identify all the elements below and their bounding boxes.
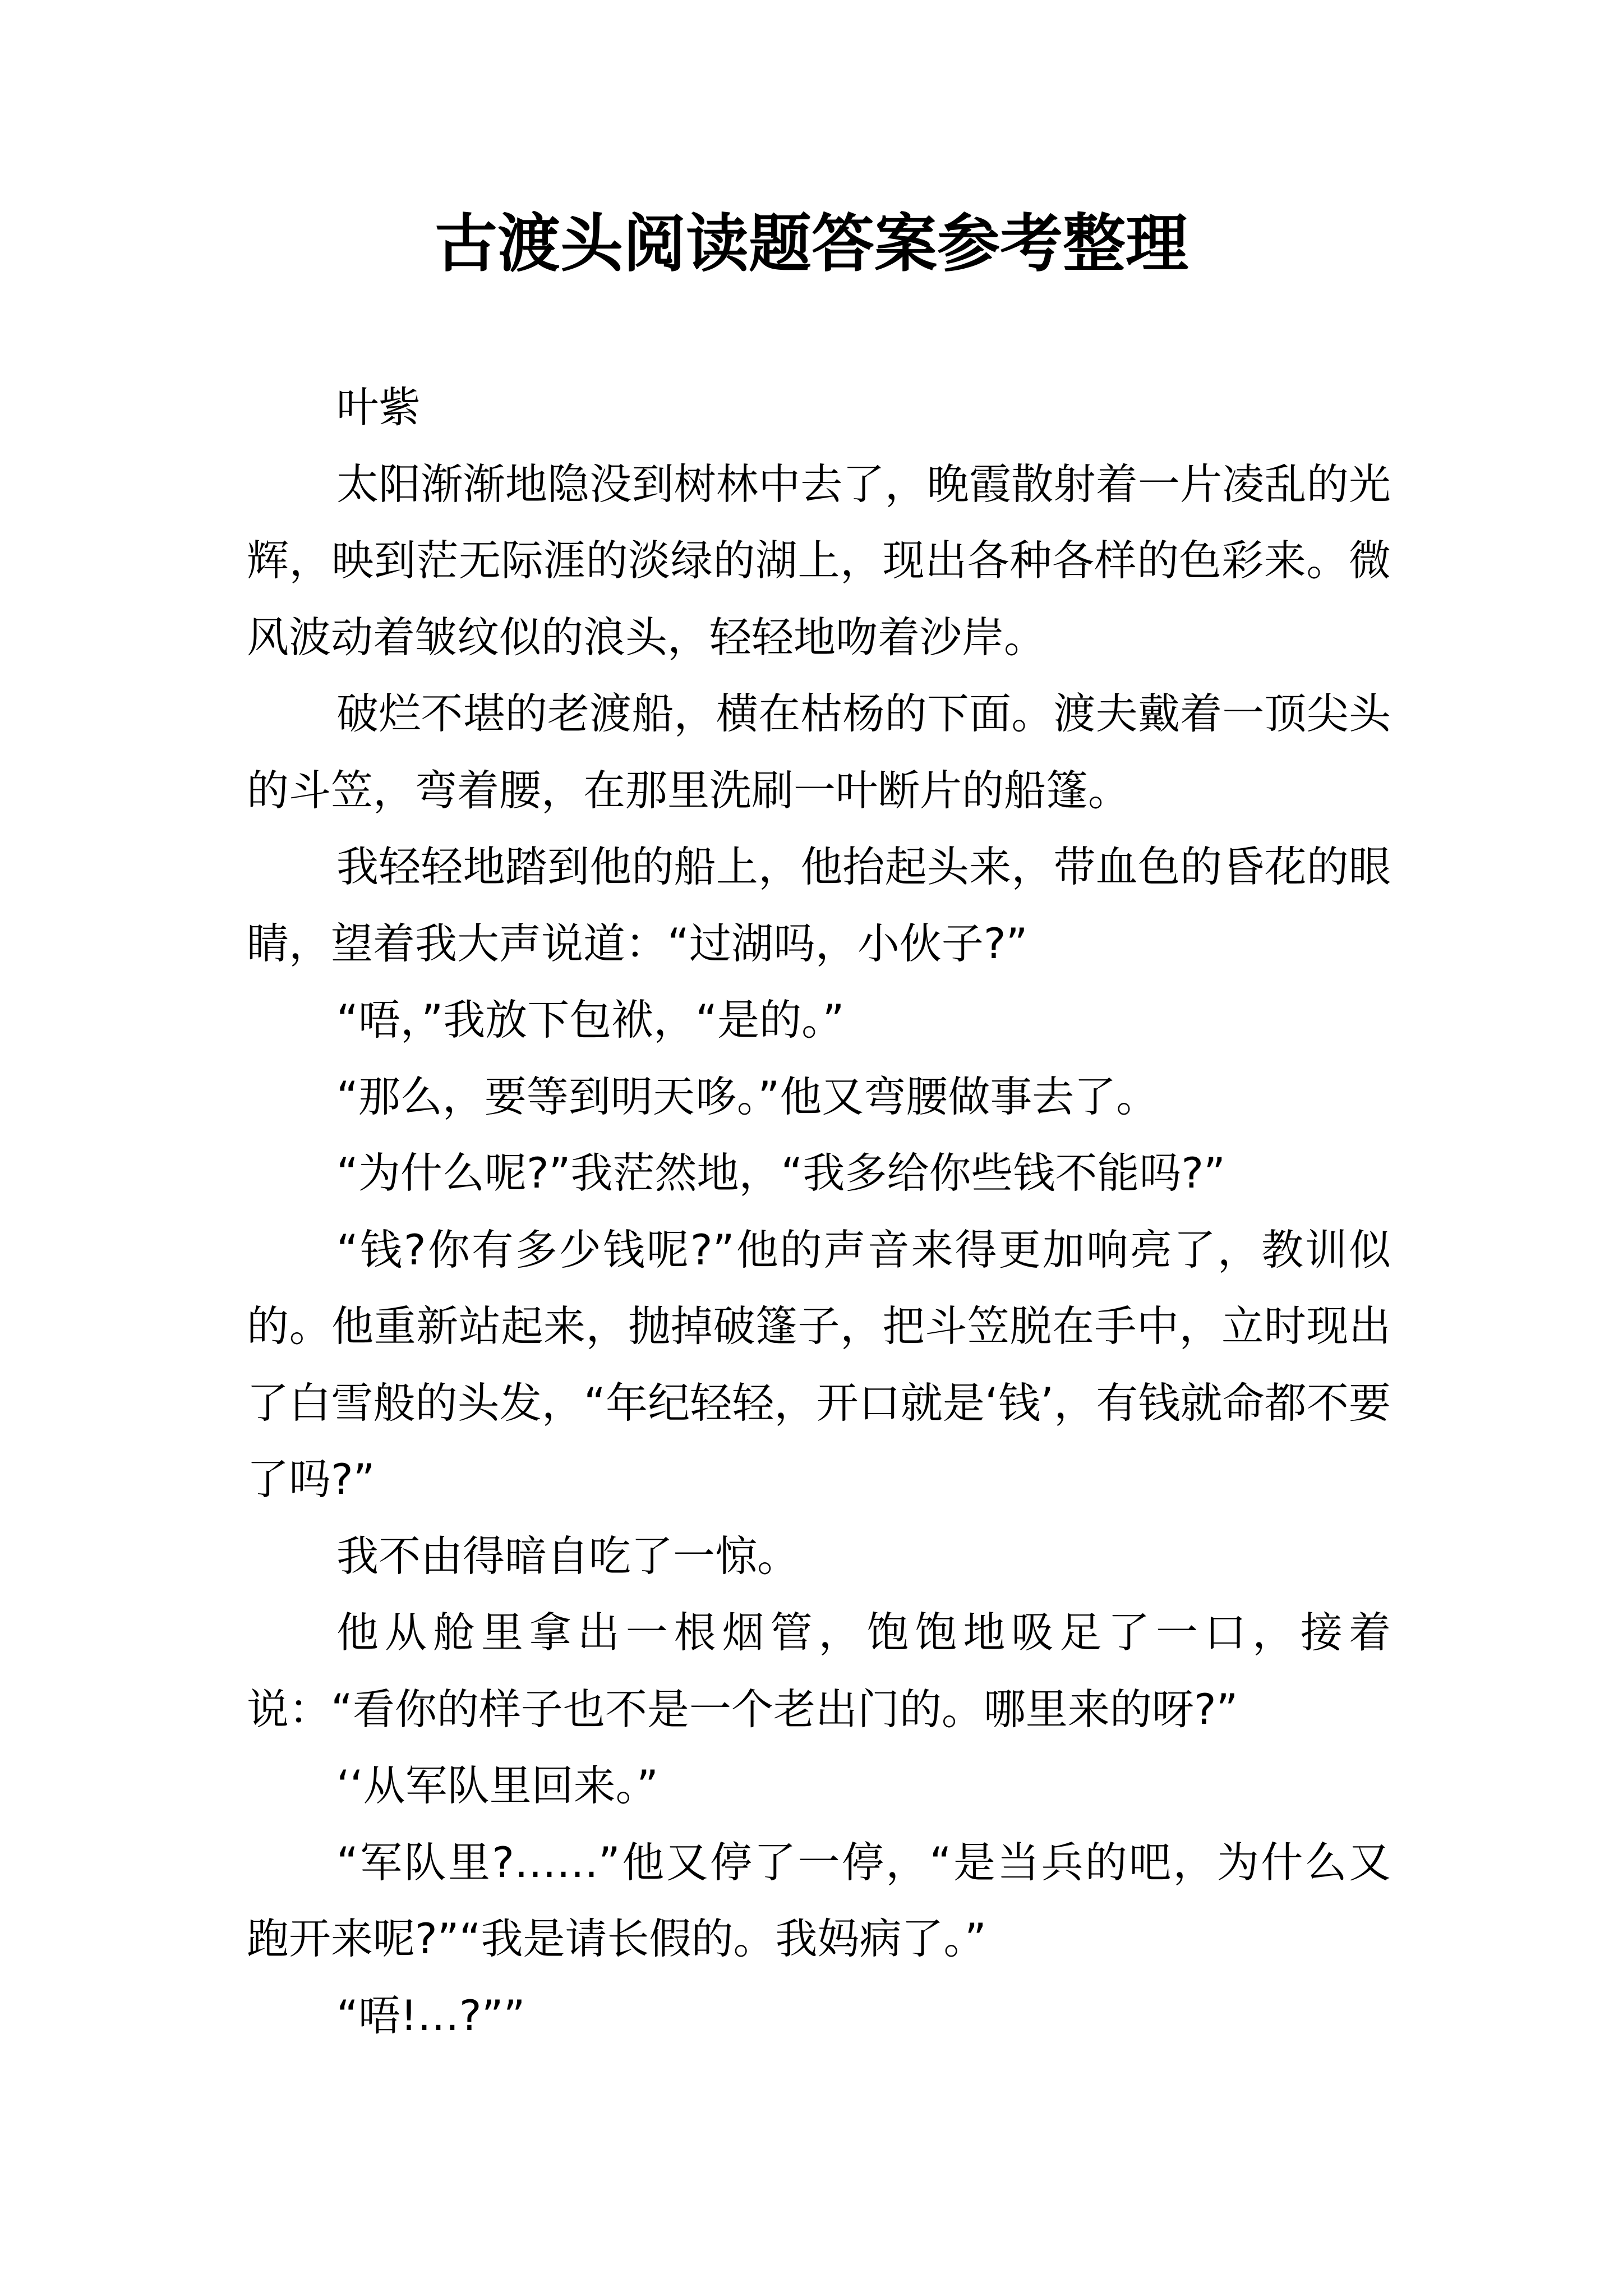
paragraph: 我不由得暗自吃了一惊。 xyxy=(336,1531,800,1581)
paragraph: 他从舱里拿出一根烟管，饱饱地吸足了一口，接着说：“看你的样子也不是一个老出门的。哪里来的呀?” xyxy=(247,1608,1391,1734)
paragraph: 我轻轻地踏到他的船上，他抬起头来，带血色的昏花的眼睛，望着我大声说道：“过湖吗，小伙子?” xyxy=(247,842,1391,968)
paragraph: “军队里?……”他又停了一停，“是当兵的吧，为什么又跑开来呢?”“我是请长假的。我妈病了。” xyxy=(247,1837,1391,1963)
paragraph: “唔，”我放下包袱，“是的。” xyxy=(336,995,845,1045)
paragraph: “为什么呢?”我茫然地，“我多给你些钱不能吗?” xyxy=(336,1148,1226,1198)
paragraph: “钱?你有多少钱呢?”他的声音来得更加响亮了，教训似的。他重新站起来，抛掉破篷子，把斗笠脱在手中，立时现出了白雪般的头发，“年纪轻轻，开口就是‘钱’，有钱就命都不要了吗?” xyxy=(247,1225,1391,1504)
paragraph: “唔!…?”” xyxy=(336,1990,525,2040)
paragraph: 破烂不堪的老渡船，横在枯杨的下面。渡夫戴着一顶尖头的斗笠，弯着腰，在那里洗刷一叶断片的船篷。 xyxy=(247,689,1391,815)
paragraph: “那么，要等到明天哆。”他又弯腰做事去了。 xyxy=(336,1071,1159,1121)
paragraph: 太阳渐渐地隐没到树林中去了，晚霞散射着一片凌乱的光辉，映到茫无际涯的淡绿的湖上，现出各种各样的色彩来。微风波动着皱纹似的浪头，轻轻地吻着沙岸。 xyxy=(247,459,1391,662)
document-body xyxy=(247,369,1391,2054)
author-line: 叶紫 xyxy=(336,383,421,432)
paragraph: ‘‘从军队里回来。” xyxy=(336,1761,659,1810)
document-title: 古渡头阅读题答案参考整理 xyxy=(435,207,1188,280)
